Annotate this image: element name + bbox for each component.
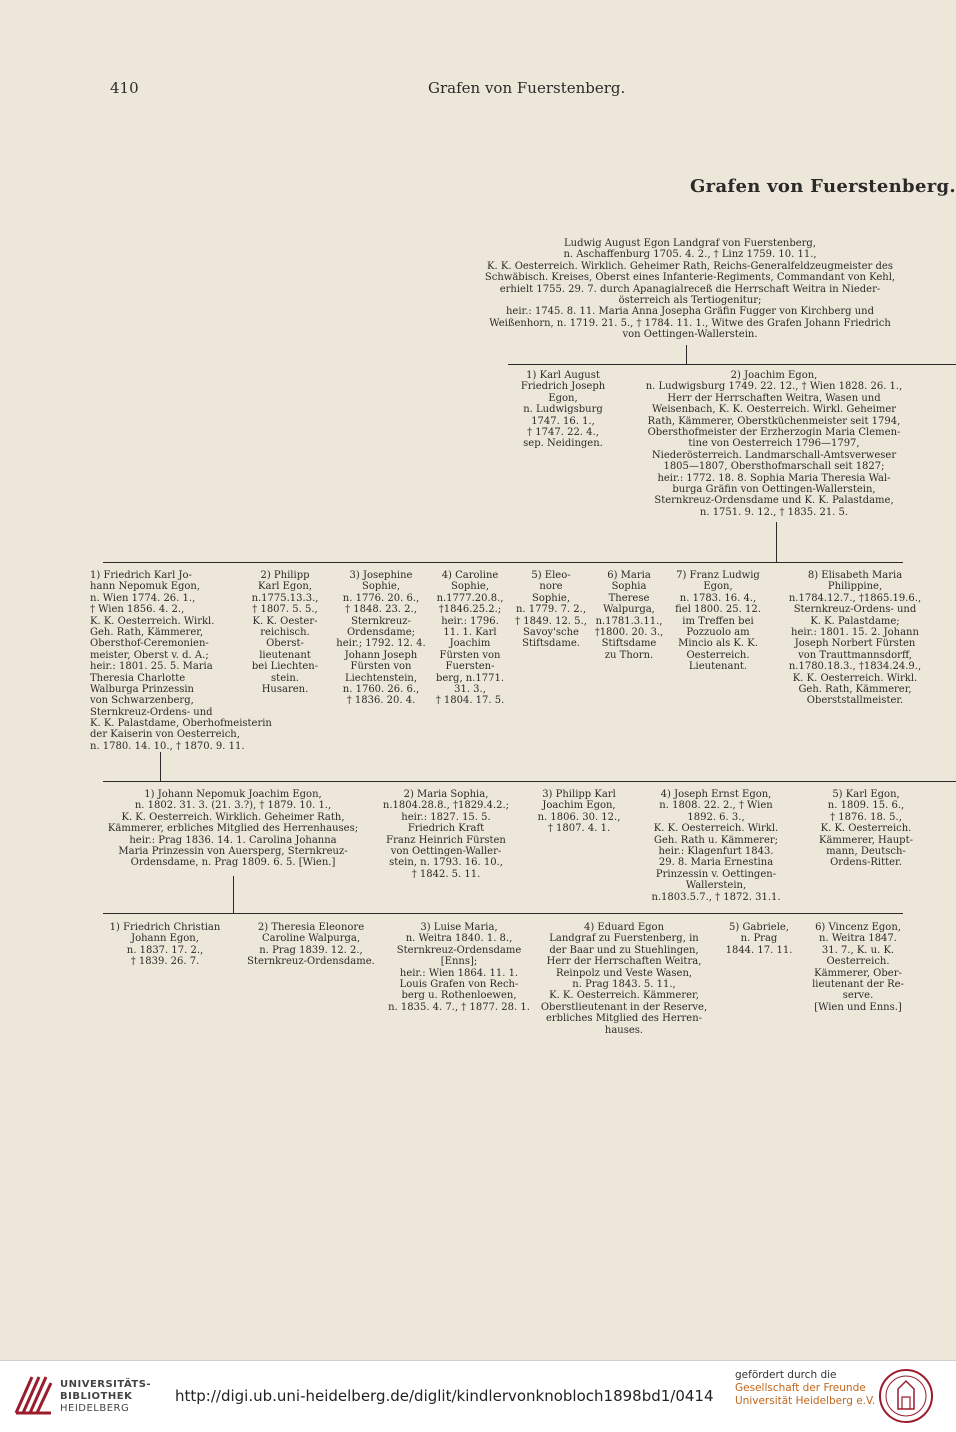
text-line: 4) Eduard Egon <box>583 922 665 933</box>
text-line: Geh. Rath u. Kämmerer; <box>653 834 779 846</box>
library-name <box>60 1379 151 1415</box>
person-elisabeth-maria <box>770 570 940 707</box>
text-line: Sophia <box>611 581 647 593</box>
text-line: Reinpolz und Veste Wasen, <box>555 967 693 979</box>
text-line: heir.: 1796. <box>441 615 499 627</box>
text-line: von Schwarzenberg, <box>90 695 194 707</box>
text-line: Joseph Norbert Fürsten <box>794 638 916 650</box>
text-line: Philippine, <box>827 581 883 593</box>
text-line: † 1807. 5. 5., <box>252 604 318 616</box>
text-line: [Enns]; <box>440 956 478 968</box>
text-line: 3) Philipp Karl <box>542 789 616 800</box>
text-line: Oberstlieutenant in der Reserve, <box>540 1001 708 1013</box>
text-line: Sternkreuz-Ordens- und <box>793 604 917 616</box>
text-line: n. 1776. 20. 6., <box>342 592 420 604</box>
text-line: Oberst- <box>266 638 304 650</box>
text-line: †1800. 20. 3., <box>594 627 664 639</box>
person-karl-august <box>508 370 618 450</box>
text-line: † Wien 1856. 4. 2., <box>90 604 185 616</box>
text-line: 3) Josephine <box>349 570 413 581</box>
person-friedrich-karl-cont <box>90 718 330 752</box>
text-line: Walpurga, <box>603 604 655 616</box>
text-line: Sternkreuz-Ordens- und <box>90 706 213 718</box>
text-line: n. Prag <box>740 933 778 945</box>
text-line: heir.: 1772. 18. 8. Sophia Maria Theresia Wal- <box>657 472 891 484</box>
text-line: n.1804.28.8., †1829.4.2.; <box>382 800 510 812</box>
text-line: Caroline Walpurga, <box>261 933 361 945</box>
text-line: 1805—1807, Obersthofmarschall seit 1827; <box>663 461 885 473</box>
text-line: n.1775.13.3., <box>251 592 319 604</box>
text-line: Stiftsdame <box>601 638 657 650</box>
text-line: Geh. Rath, Kämmerer, <box>90 627 204 639</box>
text-line: n. Ludwigsburg <box>523 404 603 416</box>
text-line: n. Weitra 1840. 1. 8., <box>405 933 513 945</box>
text-line: 6) Vincenz Egon, <box>815 922 901 933</box>
generation-line <box>103 562 903 563</box>
text-line: Liechtenstein, <box>344 672 418 684</box>
text-line: Sternkreuz-Ordensdame. <box>247 956 375 968</box>
text-line: † 1747. 22. 4., <box>527 427 599 439</box>
library-line: BIBLIOTHEK <box>60 1391 133 1402</box>
text-line: Weisenbach, K. K. Oesterreich. Wirkl. Geheimer <box>651 404 897 416</box>
person-eleonore-sophie <box>512 570 590 650</box>
text-line: Joachim Egon, <box>542 800 616 812</box>
text-line: von Oettingen-Wallerstein. <box>622 329 758 341</box>
person-philipp-karl <box>245 570 325 695</box>
person-josephine-sophie <box>336 570 426 707</box>
person-caroline-sophie <box>428 570 512 707</box>
text-line: n.1784.12.7., †1865.19.6., <box>788 592 922 604</box>
text-line: Herr der Herrschaften Weitra, Wasen und <box>667 392 881 404</box>
founder-entry <box>440 238 940 341</box>
text-line: 2) Maria Sophia, <box>403 789 489 800</box>
text-line: n.1803.5.7., † 1872. 31.1. <box>651 891 781 903</box>
text-line: Sternkreuz- <box>351 615 411 627</box>
text-line: berg, n.1771. <box>435 672 505 684</box>
text-line: Kämmerer, Ober- <box>814 967 902 979</box>
text-line: heir.: 1827. 15. 5. <box>401 811 491 823</box>
person-friedrich-karl <box>90 570 250 718</box>
text-line: † 1876. 18. 5., <box>830 811 902 823</box>
university-seal-icon <box>878 1367 934 1425</box>
descent-line <box>233 876 234 914</box>
text-line: 4) Caroline <box>441 570 499 581</box>
text-line: hauses. <box>604 1024 644 1036</box>
text-line: † 1849. 12. 5., <box>515 615 587 627</box>
text-line: reichisch. <box>260 627 310 639</box>
text-line: stein. <box>271 672 299 684</box>
generation-line <box>103 913 903 914</box>
text-line: 29. 8. Maria Ernestina <box>658 857 774 869</box>
text-line: n. Wien 1774. 26. 1., <box>90 592 196 604</box>
text-line: Egon, <box>548 392 578 404</box>
text-line: 1844. 17. 11. <box>725 944 793 956</box>
text-line: Egon, <box>703 581 733 593</box>
text-line: K. K. Oesterreich. Kämmerer, <box>549 990 699 1002</box>
text-line: K. K. Oesterreich. Wirkl. <box>792 672 918 684</box>
text-line: 1) Friedrich Christian <box>109 922 221 933</box>
library-line: HEIDELBERG <box>60 1403 130 1414</box>
text-line: heir.: 1801. 15. 2. Johann <box>791 627 919 639</box>
viewer-footer <box>0 1360 956 1432</box>
text-line: n. 1751. 9. 12., † 1835. 21. 5. <box>699 506 849 518</box>
text-line: 3) Luise Maria, <box>420 922 498 933</box>
text-line: Karl Egon, <box>258 581 312 593</box>
text-line: Fürsten von <box>350 661 412 673</box>
text-line: Ordensdame, n. Prag 1809. 6. 5. [Wien.] <box>130 857 336 869</box>
descent-line <box>686 345 687 365</box>
text-line: Husaren. <box>261 684 309 696</box>
text-line: 5) Gabriele, <box>729 922 789 933</box>
person-karl-egon <box>796 789 936 869</box>
text-line: Oesterreich. <box>826 956 890 968</box>
person-luise-maria <box>386 922 532 1013</box>
text-line: 1892. 6. 3., <box>687 811 745 823</box>
text-line: † 1848. 23. 2., <box>345 604 417 616</box>
text-line: Maria Prinzessin von Auersperg, Sternkreuz- <box>118 846 348 858</box>
text-line: n. Aschaffenburg 1705. 4. 2., † Linz 1759. 10. 11., <box>563 249 817 261</box>
text-line: 5) Eleo- <box>531 570 571 581</box>
person-johann-nepomuk <box>88 789 378 869</box>
text-line: Geh. Rath, Kämmerer, <box>798 684 912 696</box>
text-line: n. 1809. 15. 6., <box>827 800 905 812</box>
text-line: n.1781.3.11., <box>595 615 663 627</box>
text-line: 2) Joachim Egon, <box>730 370 818 381</box>
text-line: Franz Heinrich Fürsten <box>386 834 506 846</box>
text-line: n. 1779. 7. 2., <box>515 604 587 616</box>
text-line: n. 1783. 16. 4., <box>679 592 757 604</box>
text-line: der Kaiserin von Oesterreich, <box>90 729 240 741</box>
text-line: Oesterreich. <box>686 649 750 661</box>
text-line: im Treffen bei <box>682 615 754 627</box>
text-line: Kämmerer, erbliches Mitglied des Herrenhauses; <box>107 823 359 835</box>
text-line: mann, Deutsch- <box>826 846 906 858</box>
text-line: n.1777.20.8., <box>436 592 504 604</box>
text-line: Sternkreuz-Ordensdame und K. K. Palastdame, <box>654 495 894 507</box>
text-line: 1) Karl August <box>526 370 600 381</box>
library-logo-icon <box>12 1373 54 1417</box>
text-line: 31. 3., <box>454 684 486 696</box>
text-line: Theresia Charlotte <box>90 672 186 684</box>
text-line: n. 1802. 31. 3. (21. 3.?), † 1879. 10. 1., <box>134 800 332 812</box>
text-line: Louis Grafen von Rech- <box>399 979 519 991</box>
text-line: Wallerstein, <box>685 880 747 892</box>
text-line: n. Ludwigsburg 1749. 22. 12., † Wien 1828. 26. 1., <box>645 381 903 393</box>
text-line: lieutenant der Re- <box>812 979 904 991</box>
text-line: 11. 1. Karl <box>443 627 497 639</box>
text-line: Lieutenant. <box>688 661 748 673</box>
sponsor-label: gefördert durch die <box>735 1369 837 1381</box>
text-line: n. 1835. 4. 7., † 1877. 28. 1. <box>388 1001 530 1013</box>
text-line: 8) Elisabeth Maria <box>807 570 903 581</box>
text-line: Obersthof-Ceremonien- <box>90 638 209 650</box>
text-line: heir.: Wien 1864. 11. 1. <box>399 967 519 979</box>
text-line: Prinzessin v. Oettingen- <box>655 868 777 880</box>
text-line: Niederösterreich. Landmarschall-Amtsverweser <box>651 449 897 461</box>
text-line: Schwäbisch. Kreises, Oberst eines Infanterie-Regiments, Commandant von Kehl, <box>484 272 896 284</box>
text-line: n. 1780. 14. 10., † 1870. 9. 11. <box>90 740 245 752</box>
text-line: fiel 1800. 25. 12. <box>675 604 761 616</box>
text-line: von Trauttmannsdorff, <box>798 649 912 661</box>
text-line: Ludwig August Egon Landgraf von Fuerstenberg, <box>563 238 817 249</box>
sponsor-org-line: Universität Heidelberg e.V. <box>735 1395 876 1407</box>
text-line: † 1839. 26. 7. <box>130 956 200 968</box>
text-line: Johann Joseph <box>344 649 418 661</box>
text-line: Sophie, <box>361 581 400 593</box>
text-line: meister, Oberst v. d. A.; <box>90 649 209 661</box>
text-line: Sternkreuz-Ordensdame <box>396 944 522 956</box>
text-line: n. 1760. 26. 6., <box>342 684 420 696</box>
page-title: Grafen von Fuerstenberg. <box>690 176 956 197</box>
generation-line <box>508 364 956 365</box>
text-line: heir.: Klagenfurt 1843. <box>658 846 774 858</box>
text-line: Therese <box>608 592 650 604</box>
text-line: Mincio als K. K. <box>678 638 758 650</box>
person-joseph-ernst <box>636 789 796 903</box>
person-gabriele <box>716 922 802 956</box>
text-line: K. K. Palastdame; <box>810 615 900 627</box>
text-line: n. 1806. 30. 12., <box>537 811 621 823</box>
text-line: Obersthofmeister der Erzherzogin Maria Clemen- <box>647 427 901 439</box>
library-line: UNIVERSITÄTS- <box>60 1379 152 1390</box>
person-franz-ludwig <box>668 570 768 673</box>
text-line: † 1804. 17. 5. <box>435 695 505 707</box>
text-line: n. 1837. 17. 2., <box>126 944 204 956</box>
text-line: K. K. Oesterreich. Wirkl. <box>653 823 779 835</box>
text-line: Ordens-Ritter. <box>830 857 902 869</box>
text-line: berg u. Rothenloewen, <box>401 990 517 1002</box>
text-line: zu Thorn. <box>604 649 654 661</box>
text-line: Weißenhorn, n. 1719. 21. 5., † 1784. 11. 1., Witwe des Grafen Johann Friedrich <box>489 317 891 329</box>
text-line: burga Gräfin von Oettingen-Wallerstein, <box>672 484 876 496</box>
text-line: † 1842. 5. 11. <box>411 868 481 880</box>
running-title: Grafen von Fuerstenberg. <box>428 79 626 97</box>
person-maria-sophia <box>372 789 520 880</box>
text-line: K. K. Oesterreich. Wirklich. Geheimer Rath, <box>121 811 345 823</box>
text-line: stein, n. 1793. 16. 10., <box>389 857 503 869</box>
text-line: serve. <box>842 990 874 1002</box>
text-line: † 1836. 20. 4. <box>346 695 416 707</box>
text-line: 1) Johann Nepomuk Joachim Egon, <box>144 789 322 800</box>
text-line: Fuersten- <box>445 661 495 673</box>
descent-line <box>160 752 161 782</box>
text-line: n. Prag 1843. 5. 11., <box>572 979 676 991</box>
text-line: Joachim <box>449 638 491 650</box>
descent-line <box>776 522 777 562</box>
text-line: der Baar und zu Stuehlingen, <box>549 944 699 956</box>
page-number: 410 <box>110 79 139 97</box>
text-line: österreich als Tertiogenitur; <box>618 295 762 307</box>
text-line: nore <box>539 581 563 593</box>
text-line: heir.: 1801. 25. 5. Maria <box>90 661 213 673</box>
text-line: K. K. Oesterreich. <box>820 823 912 835</box>
person-theresia-eleonore <box>236 922 386 968</box>
text-line: Sophie, <box>531 592 570 604</box>
text-line: Sophie, <box>450 581 489 593</box>
text-line: n. Weitra 1847. <box>819 933 897 945</box>
text-line: 7) Franz Ludwig <box>676 570 760 581</box>
text-line: K. K. Oesterreich. Wirklich. Geheimer Rath, Reichs-Generalfeldzeugmeister des <box>487 260 893 272</box>
text-line: hann Nepomuk Egon, <box>90 581 201 593</box>
text-line: sep. Neidingen. <box>523 438 603 450</box>
person-maria-sophia-therese <box>590 570 668 661</box>
text-line: Kämmerer, Haupt- <box>819 834 913 846</box>
person-vincenz-egon <box>800 922 916 1013</box>
text-line: von Oettingen-Waller- <box>390 846 502 858</box>
text-line: erbliches Mitglied des Herren- <box>545 1013 703 1025</box>
text-line: n.1780.18.3., †1834.24.9., <box>788 661 922 673</box>
text-line: 1) Friedrich Karl Jo- <box>90 570 192 581</box>
text-line: heir.: Prag 1836. 14. 1. Carolina Johanna <box>129 834 337 846</box>
text-line: Walburga Prinzessin <box>90 684 194 696</box>
person-joachim-egon <box>630 370 918 518</box>
text-line: n. Prag 1839. 12. 2., <box>259 944 363 956</box>
text-line: Pozzuolo am <box>686 627 750 639</box>
text-line: † 1807. 4. 1. <box>547 823 611 835</box>
text-line: bei Liechten- <box>251 661 319 673</box>
person-eduard-egon <box>532 922 716 1036</box>
text-line: †1846.25.2.; <box>438 604 502 616</box>
text-line: heir.: 1745. 8. 11. Maria Anna Josepha Gräfin Fugger von Kirchberg und <box>505 306 875 318</box>
text-line: n. 1808. 22. 2., † Wien <box>659 800 773 812</box>
text-line: Friedrich Kraft <box>407 823 485 835</box>
text-line: Stiftsdame. <box>522 638 580 650</box>
text-line: Fürsten von <box>439 649 501 661</box>
permalink[interactable]: http://digi.ub.uni-heidelberg.de/diglit/kindlervonknobloch1898bd1/0414 <box>175 1387 714 1405</box>
text-line: Ordensdame; <box>346 627 415 639</box>
sponsor-org-line: Gesellschaft der Freunde <box>735 1382 866 1394</box>
text-line: K. K. Oesterreich. Wirkl. <box>90 615 215 627</box>
text-line: Herr der Herrschaften Weitra, <box>546 956 702 968</box>
text-line: tine von Oesterreich 1796—1797, <box>688 438 860 450</box>
sponsor-credit <box>735 1369 875 1408</box>
text-line: 4) Joseph Ernst Egon, <box>660 789 772 800</box>
text-line: Rath, Kämmerer, Oberstküchenmeister seit 1794, <box>647 415 901 427</box>
text-line: 31. 7., K. u. K. <box>821 944 895 956</box>
text-line: heir.; 1792. 12. 4. <box>336 638 426 650</box>
text-line: K. K. Palastdame, Oberhofmeisterin <box>90 718 272 729</box>
text-line: 2) Philipp <box>260 570 310 581</box>
text-line: Johann Egon, <box>131 933 199 945</box>
text-line: 5) Karl Egon, <box>832 789 900 800</box>
text-line: 6) Maria <box>607 570 651 581</box>
text-line: K. K. Oester- <box>252 615 318 627</box>
person-friedrich-christian <box>90 922 240 968</box>
text-line: Savoy'sche <box>523 627 579 639</box>
person-philipp-karl-jr <box>520 789 638 835</box>
text-line: [Wien und Enns.] <box>814 1001 902 1013</box>
text-line: Landgraf zu Fuerstenberg, in <box>549 933 699 945</box>
text-line: 2) Theresia Eleonore <box>257 922 365 933</box>
generation-line <box>103 781 956 782</box>
text-line: erhielt 1755. 29. 7. durch Apanagialreceß die Herrschaft Weitra in Nieder- <box>499 283 881 295</box>
text-line: 1747. 16. 1., <box>531 415 595 427</box>
text-line: Oberststallmeister. <box>806 695 904 707</box>
text-line: lieutenant <box>259 649 311 661</box>
text-line: Friedrich Joseph <box>520 381 606 393</box>
